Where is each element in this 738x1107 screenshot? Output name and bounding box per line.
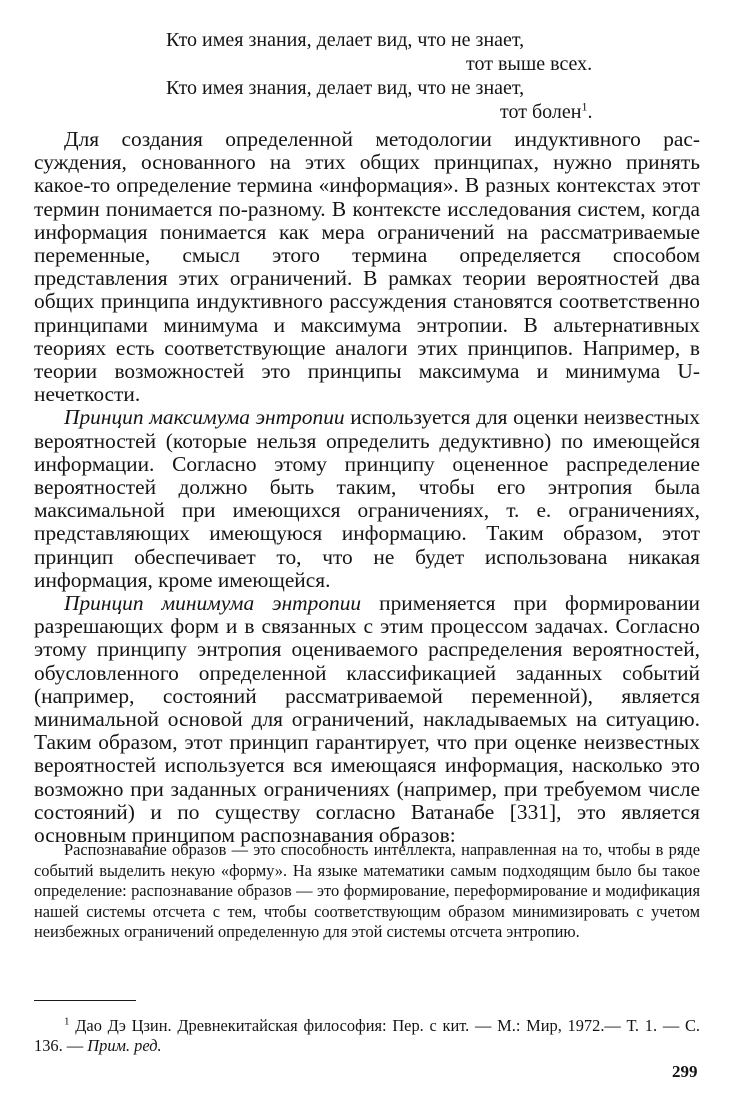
- epigraph-line-4-text: тот болен: [500, 101, 582, 123]
- footnote-mark: 1: [64, 1015, 70, 1028]
- paragraph-3: [34, 592, 700, 847]
- footnote-text: Дао Дэ Цзин. Древнекитайская философия: Пер. с кит. — М.: Мир, 1972.— Т. 1. — С. 136. —: [34, 1016, 700, 1055]
- footnote-divider: [34, 1000, 136, 1001]
- block-quote: [34, 840, 700, 943]
- page-number: 299: [672, 1062, 698, 1081]
- epigraph-line-1: Кто имея знания, делает вид, что не знает,: [166, 29, 525, 51]
- epigraph-line-2: тот выше всех.: [466, 53, 593, 75]
- epigraph-line-3: Кто имея знания, делает вид, что не знает,: [166, 77, 525, 99]
- quote-text: Распознавание образов — это способность интеллекта, направленная на то, чтобы в ряде событий выделить некую «форму». На языке математики самым подходящим было бы такое определение: распознавание образов — это формирование, переформирование и модификация нашей системы отсчета с тем, чтобы соответствующим образом минимизировать с учетом неизбежных ограничений определенную для этой системы отсчета энтропию.: [34, 840, 700, 942]
- paragraph-2-text: используется для оценки неизвестных вероятностей (которые нельзя определить дедуктивно) по имеющейся информации. Согласно этому принципу оцененное распределение вероятностей должно быть таким, чтобы его энтропия была максимальной при имеющихся ограничениях, т. е. ограничениях, представляющих имеющуюся информацию. Таким образом, этот принцип обеспечивает то, что не будет использована никакая информация, кроме имеющейся.: [34, 405, 700, 592]
- paragraph-1: Для создания определенной методологии индуктивного рассуждения, основанного на этих общих принципах, нужно принять какое-то определение термина «информация». В разных контекстах этот термин понимается по-разному. В контексте исследования систем, когда информация понимается как мера ограничений на рассматриваемые переменные, смысл этого термина определяется способом представления этих ограничений. В рамках теории вероятностей два общих принципа индуктивного рассуждения становятся соответственно принципами минимума и максимума энтропии. В альтернативных теориях есть соответствующие аналоги этих принципов. Например, в теории возможностей это принципы максимума и минимума U-нечеткости.: [34, 127, 700, 407]
- epigraph-line-4: тот болен$^1$.: [500, 99, 593, 123]
- footnote: [34, 1016, 700, 1056]
- paragraph-3-text: применяется при формировании разрешающих форм и в связанных с этим процессом задачах. Согласно этому принципу энтропия оцениваемого распределения вероятностей, обусловленного определенной классификацией заданных событий (например, состояний рассматриваемой переменной), является минимальной основой для ограничений, накладываемых на ситуацию. Таким образом, этот принцип гарантирует, что при оценке неизвестных вероятностей используется вся имеющаяся информация, насколько это возможно при заданных ограничениях (например, при требуемом числе состояний) и по существу согласно Ватанабе [331], это является основным принципом распознавания образов:: [34, 591, 701, 848]
- paragraph-2: [34, 406, 700, 592]
- footnote-paragraph: [34, 1016, 700, 1056]
- footnote-editor-note: Прим. ред.: [87, 1036, 162, 1055]
- footnote-reference[interactable]: 1: [581, 99, 588, 114]
- term-min-entropy: Принцип минимума энтропии: [64, 591, 362, 616]
- main-text: [34, 128, 700, 847]
- term-max-entropy: Принцип максимума энтропии: [64, 405, 345, 430]
